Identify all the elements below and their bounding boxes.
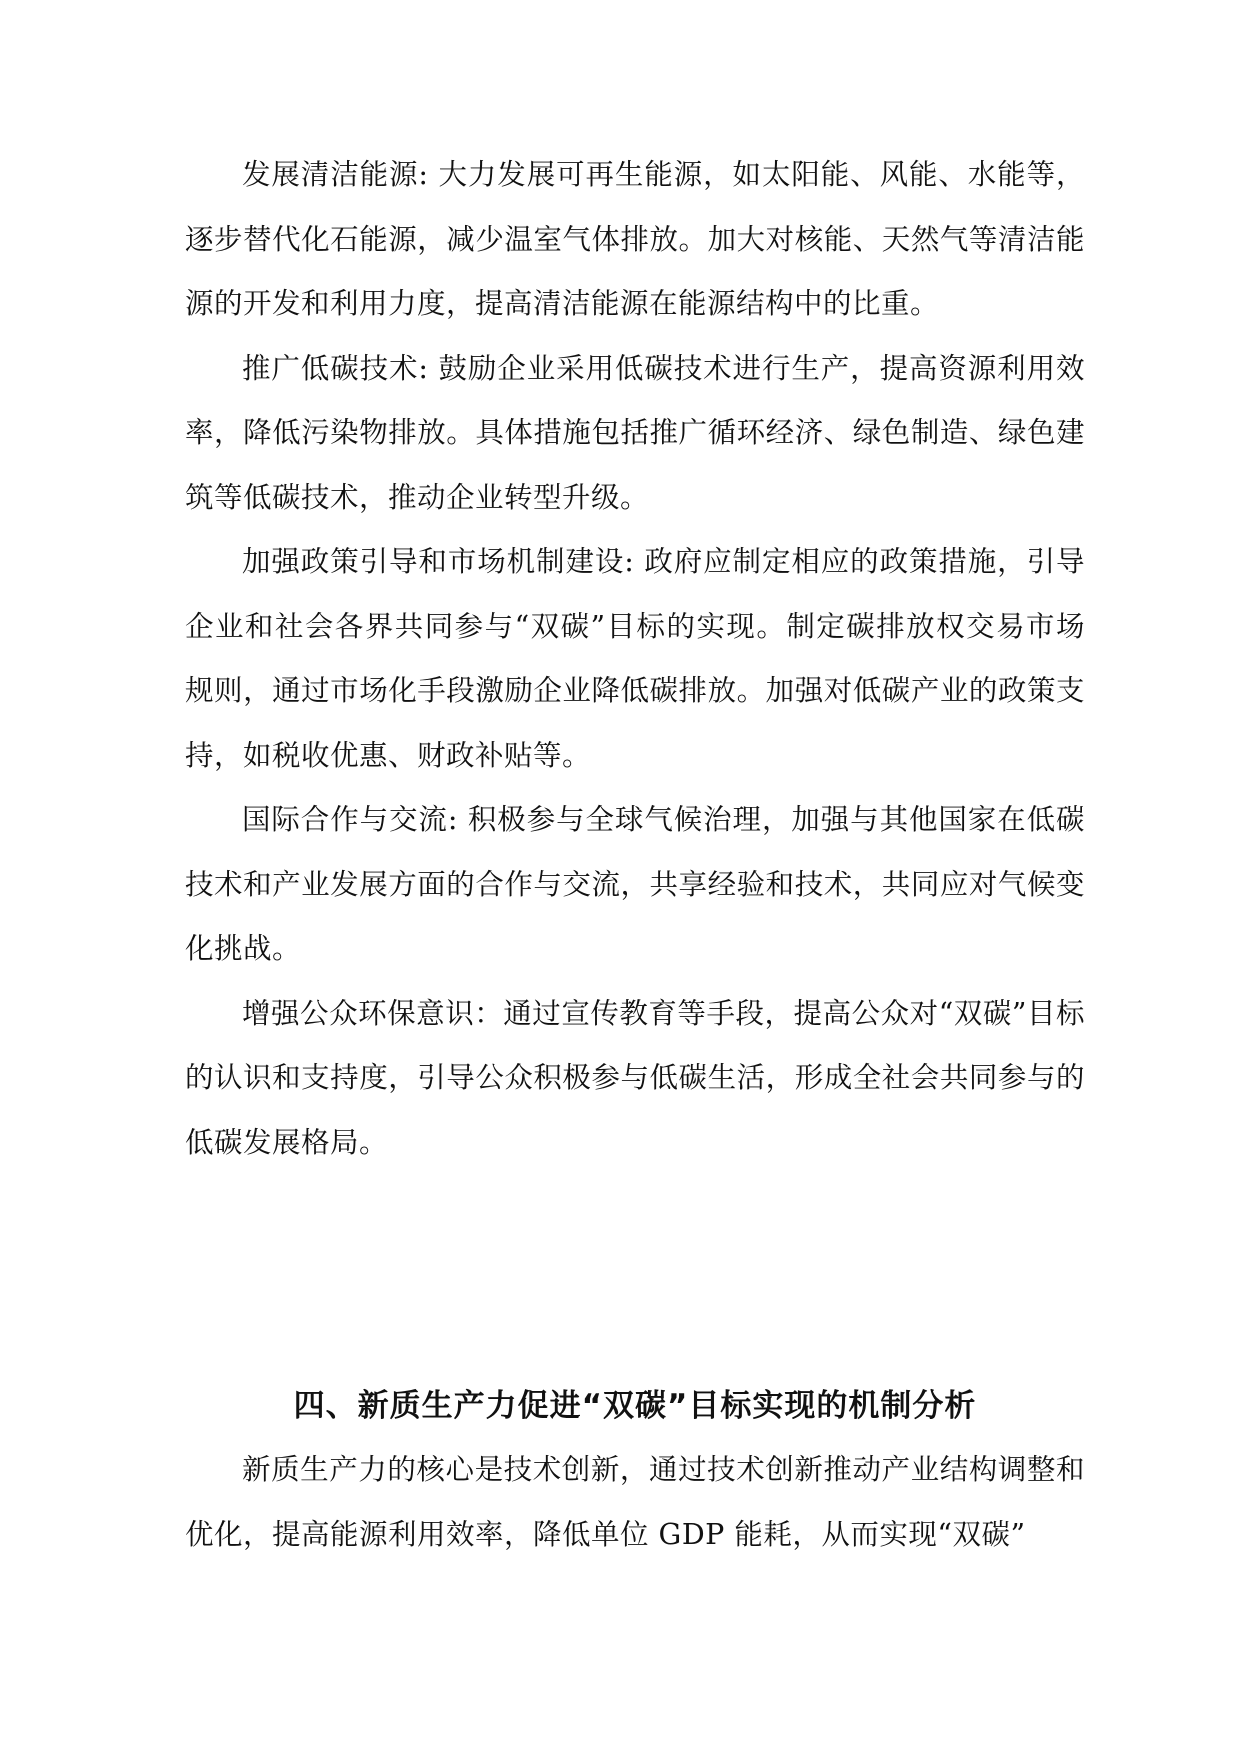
section-heading: 四、新质生产力促进“双碳”目标实现的机制分析: [293, 1388, 977, 1424]
section-text-block: [185, 1438, 1085, 1567]
body-text-block: [185, 143, 1085, 1175]
paragraph-section-intro: 新质生产力的核心是技术创新，通过技术创新推动产业结构调整和优化，提高能源利用效率，降低单位 GDP 能耗，从而实现“双碳”: [185, 1453, 1085, 1551]
paragraph-policy-market: 加强政策引导和市场机制建设: 政府应制定相应的政策措施，引导企业和社会各界共同参与“双碳”目标的实现。制定碳排放权交易市场规则，通过市场化手段激励企业降低碳排放。加强对低碳产业的政策支持，如税收优惠、财政补贴等。: [185, 545, 1085, 772]
paragraph-international-cooperation: 国际合作与交流: 积极参与全球气候治理，加强与其他国家在低碳技术和产业发展方面的合作与交流，共享经验和技术，共同应对气候变化挑战。: [185, 803, 1085, 965]
paragraph-clean-energy: 发展清洁能源: 大力发展可再生能源，如太阳能、风能、水能等，逐步替代化石能源，减少温室气体排放。加大对核能、天然气等清洁能源的开发和利用力度，提高清洁能源在能源结构中的比重。: [185, 158, 1085, 320]
paragraph-public-awareness: 增强公众环保意识：通过宣传教育等手段，提高公众对“双碳”目标的认识和支持度，引导公众积极参与低碳生活，形成全社会共同参与的低碳发展格局。: [185, 996, 1085, 1159]
paragraph-low-carbon-tech: 推广低碳技术: 鼓励企业采用低碳技术进行生产，提高资源利用效率，降低污染物排放。具体措施包括推广循环经济、绿色制造、绿色建筑等低碳技术，推动企业转型升级。: [185, 351, 1085, 514]
